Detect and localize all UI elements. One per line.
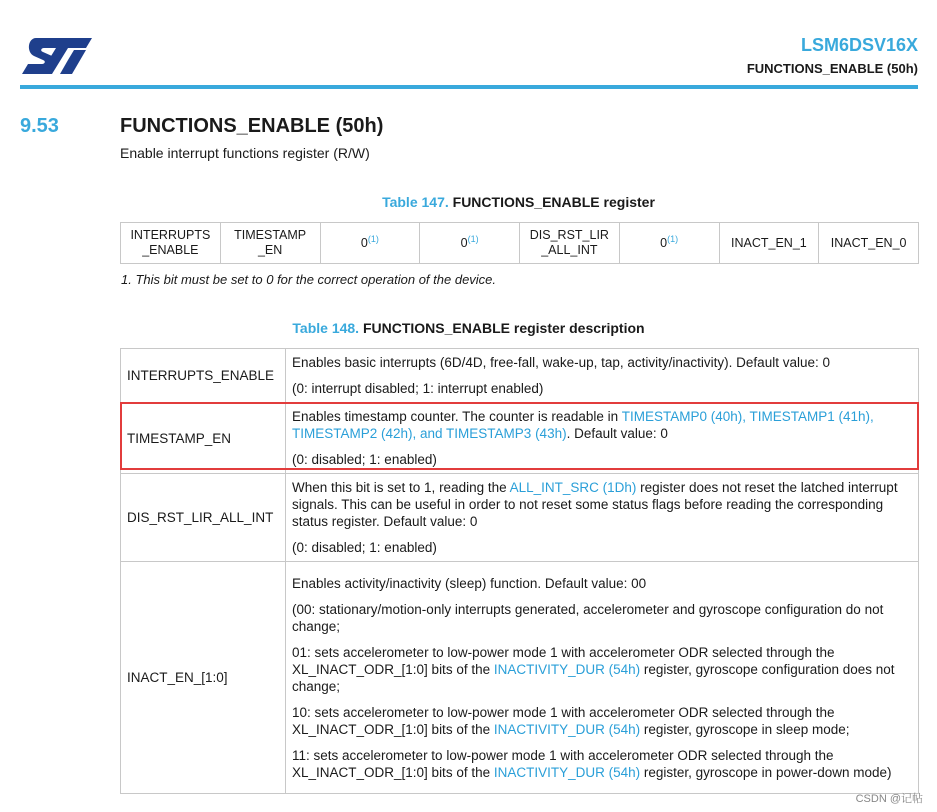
footnote-ref[interactable]: (1)	[667, 233, 679, 244]
field-name: INTERRUPTS_ENABLE	[121, 349, 286, 403]
field-name: INACT_EN_[1:0]	[121, 562, 286, 794]
bit-cell-6: TIMESTAMP _EN	[220, 223, 320, 264]
table-147-number: Table 147.	[382, 194, 449, 210]
inactivity-dur-link[interactable]: INACTIVITY_DUR (54h)	[493, 764, 641, 780]
section-title: FUNCTIONS_ENABLE (50h)	[120, 115, 384, 137]
inactivity-dur-link[interactable]: INACTIVITY_DUR (54h)	[493, 721, 641, 737]
table-row	[121, 474, 919, 562]
bit-cell-0: INACT_EN_0	[819, 223, 919, 264]
all-int-src-link[interactable]: ALL_INT_SRC (1Dh)	[509, 480, 637, 495]
part-number: LSM6DSV16X	[800, 35, 918, 55]
register-bit-table	[120, 222, 919, 264]
st-logo-icon	[22, 36, 92, 76]
table-row	[121, 562, 919, 794]
table-148-caption	[0, 320, 937, 336]
header-subtitle: FUNCTIONS_ENABLE (50h)	[746, 61, 918, 76]
section-subtitle: Enable interrupt functions register (R/W)	[120, 145, 370, 161]
bit-cell-7: INTERRUPTS _ENABLE	[121, 223, 221, 264]
table-row	[121, 349, 919, 403]
table-148-number: Table 148.	[292, 320, 360, 336]
table-148-title: FUNCTIONS_ENABLE register description	[362, 320, 645, 336]
watermark: CSDN @记帖	[855, 793, 923, 805]
bit-cell-4: 0$^{(1)}$	[420, 223, 520, 264]
table-147-title: FUNCTIONS_ENABLE register	[452, 194, 655, 210]
bit-cell-5: 0$^{(1)}$	[320, 223, 420, 264]
footnote-ref[interactable]: (1)	[467, 233, 479, 244]
section-number: 9.53	[20, 115, 59, 137]
field-name: TIMESTAMP_EN	[121, 403, 286, 474]
field-description: Enables basic interrupts (6D/4D, free-fall, wake-up, tap, activity/inactivity). Default value: 0 (0: interrupt disabled; 1: interrupt enabled)	[286, 349, 919, 403]
table-147-footnote: 1. This bit must be set to 0 for the correct operation of the device.	[121, 272, 497, 287]
bit-cell-2: 0$^{(1)}$	[619, 223, 719, 264]
field-description: Enables timestamp counter. The counter is readable in TIMESTAMP0 (40h), TIMESTAMP1 (41h), TIMESTAMP2 (42h), and TIMESTAMP3 (43h). Default value: 0 (0: disabled; 1: enabled)	[286, 403, 919, 474]
bit-cell-1: INACT_EN_1	[719, 223, 819, 264]
header-right	[747, 34, 918, 78]
field-description: When this bit is set to 1, reading the ALL_INT_SRC (1Dh) register does not reset the latched interrupt signals. This can be useful in order to not reset some status flags before reading the corresponding status register. Default value: 0 (0: disabled; 1: enabled)	[286, 474, 919, 562]
timestamp-registers-link[interactable]: TIMESTAMP0 (40h), TIMESTAMP1 (41h), TIMESTAMP2 (42h), and TIMESTAMP3 (43h)	[292, 409, 874, 441]
field-description: Enables activity/inactivity (sleep) function. Default value: 00 (00: stationary/motion-only interrupts generated, accelerometer and gyroscope configuration do not change; 01: sets accelerometer to low-power mode 1 with accelerometer ODR selected through the XL_INACT_ODR_[1:0] bits of the INACTIVITY_DUR (54h) register, gyroscope configuration does not change; 10: sets accelerometer to low-power mode 1 with accelerometer ODR selected through the XL_INACT_ODR_[1:0] bits of the INACTIVITY_DUR (54h) register, gyroscope in sleep mode; 11: sets accelerometer to low-power mode 1 with accelerometer ODR selected through the XL_INACT_ODR_[1:0] bits of the INACTIVITY_DUR (54h) register, gyroscope in power-down mode)	[286, 562, 919, 794]
register-bit-row	[121, 223, 919, 264]
inactivity-dur-link[interactable]: INACTIVITY_DUR (54h)	[493, 661, 641, 677]
table-147-caption	[50, 194, 937, 210]
red-highlight-box	[120, 402, 919, 470]
bit-cell-3: DIS_RST_LIR _ALL_INT	[520, 223, 620, 264]
field-name: DIS_RST_LIR_ALL_INT	[121, 474, 286, 562]
footnote-ref[interactable]: (1)	[367, 233, 379, 244]
header-divider	[20, 85, 918, 89]
